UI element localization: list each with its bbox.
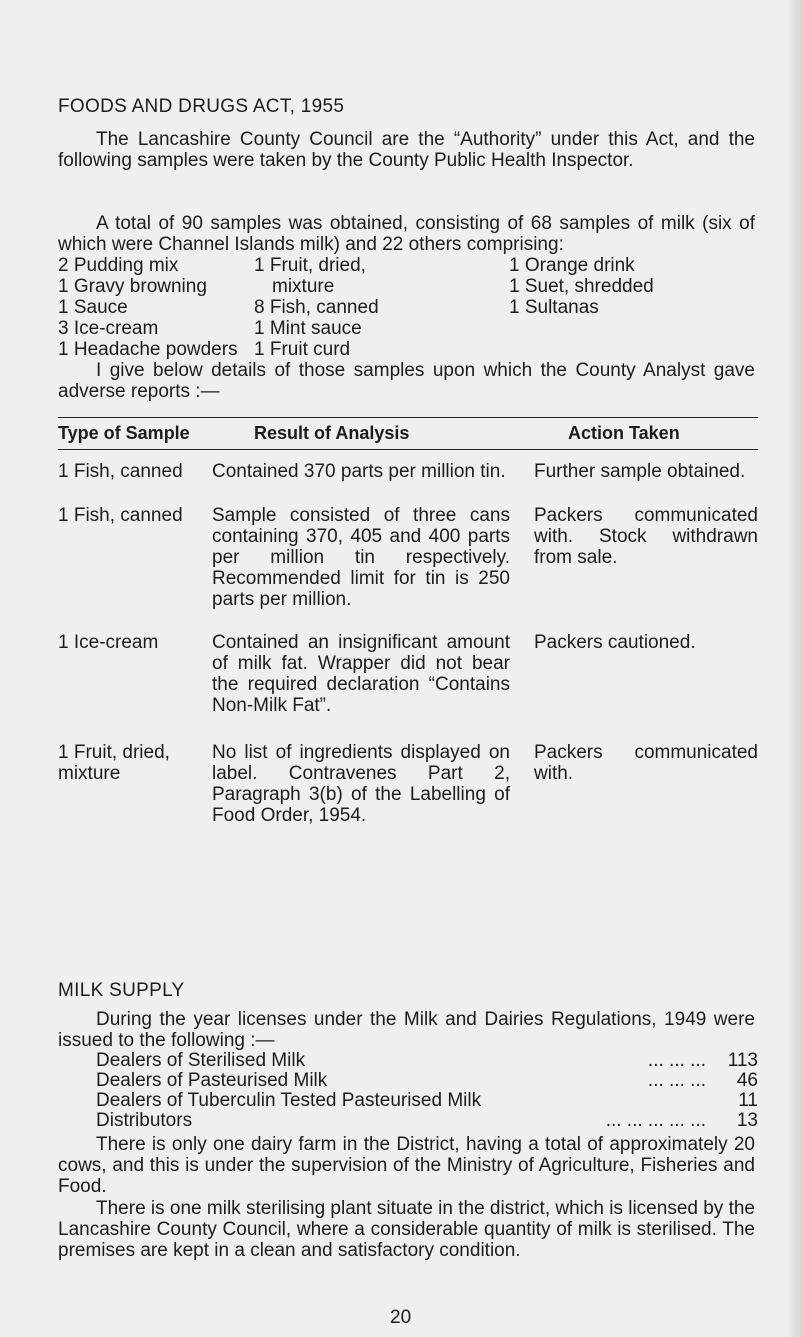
leader-dots: ... ... ...	[647, 1050, 706, 1071]
milk-supply-heading: MILK SUPPLY	[58, 980, 185, 1001]
leader-dots: ... ... ... ... ...	[605, 1110, 706, 1131]
cell-result: Contained an insignificant amount of milk fat. Wrapper did not bear the required declaration “Contains Non-Milk Fat”.	[212, 632, 510, 716]
cell-result: No list of ingredients displayed on label. Contravenes Part 2, Paragraph 3(b) of the Labelling of Food Order, 1954.	[212, 742, 510, 826]
list-item: 1 Suet, shredded	[509, 276, 654, 297]
list-item: 1 Fruit, dried,	[254, 255, 366, 276]
dairy-farm-paragraph: There is only one dairy farm in the District, having a total of approximately 20 cows, and this is under the supervision of the Ministry of Agriculture, Fisheries and Food.	[58, 1134, 755, 1197]
sterilising-plant-paragraph: There is one milk sterilising plant situate in the district, which is licensed by the Lancashire County Council, where a considerable quantity of milk is sterilised. The premises are kept in a clean and satisfactory condition.	[58, 1198, 755, 1261]
cell-type: 1 Ice-cream	[58, 632, 159, 653]
cell-action: Further sample obtained.	[534, 461, 746, 482]
license-label: Dealers of Pasteurised Milk	[96, 1070, 328, 1091]
cell-result: Sample consisted of three cans containing 370, 405 and 400 parts per million tin respectively. Recommended limit for tin is 250 parts per million.	[212, 505, 510, 610]
list-item: 1 Headache powders	[58, 339, 238, 360]
column-header-type: Type of Sample	[58, 423, 190, 443]
page-edge-shadow	[787, 0, 801, 1337]
list-item	[96, 1111, 758, 1131]
licenses-list	[96, 1051, 758, 1131]
list-item: mixture	[272, 276, 335, 297]
license-count: 113	[727, 1050, 758, 1071]
samples-column-2	[254, 255, 379, 360]
cell-type: 1 Fish, canned	[58, 505, 183, 526]
samples-total-paragraph: A total of 90 samples was obtained, consisting of 68 samples of milk (six of which were Channel Islands milk) and 22 others comprising:	[58, 213, 755, 255]
license-label: Distributors	[96, 1110, 193, 1131]
list-item: 8 Fish, canned	[254, 297, 379, 318]
milk-licenses-paragraph: During the year licenses under the Milk and Dairies Regulations, 1949 were issued to the following :—	[58, 1009, 755, 1051]
leader-dots	[481, 1091, 720, 1111]
samples-column-1	[58, 255, 238, 360]
cell-type: 1 Fish, canned	[58, 461, 183, 482]
list-item: 1 Gravy browning	[58, 276, 207, 297]
list-item: 3 Ice-cream	[58, 318, 159, 339]
adverse-reports-paragraph: I give below details of those samples upon which the County Analyst gave adverse reports :—	[58, 360, 755, 402]
page-heading: FOODS AND DRUGS ACT, 1955	[58, 96, 345, 117]
cell-action: Packers communicated with.	[534, 742, 758, 784]
column-header-result: Result of Analysis	[254, 423, 410, 443]
list-item: 1 Mint sauce	[254, 318, 362, 339]
license-count: 11	[738, 1090, 758, 1111]
license-label: Dealers of Sterilised Milk	[96, 1050, 306, 1071]
table-header-rule	[58, 449, 758, 450]
list-item	[96, 1051, 758, 1071]
list-item	[96, 1071, 758, 1091]
leader-dots: ... ... ...	[647, 1070, 706, 1091]
samples-column-3	[509, 255, 654, 318]
cell-type: 1 Fruit, dried, mixture	[58, 742, 170, 784]
list-item: 1 Orange drink	[509, 255, 635, 276]
cell-action: Packers communicated with. Stock withdrawn from sale.	[534, 505, 758, 568]
list-item: 1 Fruit curd	[254, 339, 351, 360]
list-item	[96, 1091, 758, 1111]
intro-paragraph: The Lancashire County Council are the “Authority” under this Act, and the following samples were taken by the County Public Health Inspector.	[58, 129, 755, 171]
page-number: 20	[390, 1307, 412, 1328]
table-top-rule	[58, 417, 758, 418]
cell-action: Packers cautioned.	[534, 632, 696, 653]
cell-result: Contained 370 parts per million tin.	[212, 461, 506, 482]
license-count: 13	[736, 1110, 758, 1131]
list-item: 1 Sauce	[58, 297, 128, 318]
license-count: 46	[736, 1070, 758, 1091]
list-item: 1 Sultanas	[509, 297, 599, 318]
list-item: 2 Pudding mix	[58, 255, 179, 276]
column-header-action: Action Taken	[568, 423, 680, 443]
license-label: Dealers of Tuberculin Tested Pasteurised Milk	[96, 1090, 482, 1111]
